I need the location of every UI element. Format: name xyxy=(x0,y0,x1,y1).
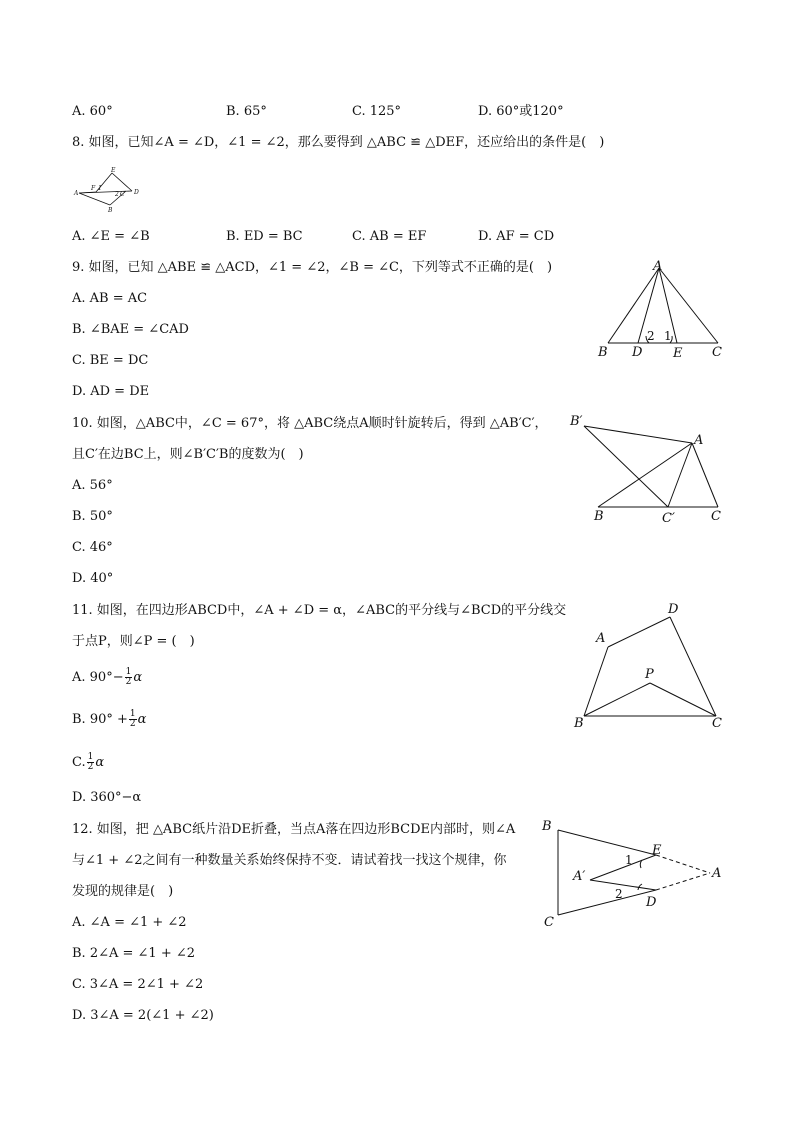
q10-label-c: C xyxy=(711,509,721,524)
q10-option-b: B. 50° xyxy=(72,509,113,524)
q11-option-b-prefix: B. 90° + xyxy=(72,712,128,727)
q10-option-a: A. 56° xyxy=(72,478,113,493)
q9-label-2: 2 xyxy=(647,329,655,343)
q11-label-d: D xyxy=(668,602,679,617)
q8-label-2: 2 xyxy=(115,191,119,198)
q11-label-b: B xyxy=(574,716,584,731)
q11-option-b-alpha: α xyxy=(137,712,147,727)
q10-option-c: C. 46° xyxy=(72,540,113,555)
q8-figure xyxy=(74,165,144,215)
q10-label-c-prime: C′ xyxy=(662,511,675,526)
q11-option-a xyxy=(72,668,142,687)
q11-option-a-fraction xyxy=(125,668,133,687)
q11-frac-num: 1 xyxy=(87,752,94,762)
q12-label-a: A xyxy=(712,866,722,881)
q12-label-b: B xyxy=(542,819,552,834)
q9-option-d: D. AD = DE xyxy=(72,384,150,399)
q9-figure xyxy=(594,256,734,366)
q7-option-d: D. 60°或120° xyxy=(478,104,564,119)
q11-stem-line2: 于点P，则∠P = ( ) xyxy=(72,634,195,649)
q11-frac-den: 2 xyxy=(129,719,136,729)
q11-label-c: C xyxy=(712,716,722,731)
q8-label-b: B xyxy=(108,207,113,214)
q7-option-b: B. 65° xyxy=(226,104,267,119)
q10-label-b: B xyxy=(594,509,604,524)
q12-label-2: 2 xyxy=(615,887,623,901)
q7-option-a: A. 60° xyxy=(72,104,113,119)
q11-option-a-alpha: α xyxy=(133,670,143,685)
q7-option-c: C. 125° xyxy=(352,104,402,119)
q8-option-c: C. AB = EF xyxy=(352,229,427,244)
q11-frac-den: 2 xyxy=(87,762,94,772)
q11-option-d: D. 360°−α xyxy=(72,790,142,805)
q12-label-c: C xyxy=(544,915,554,930)
q12-label-a-prime: A′ xyxy=(573,869,586,884)
q8-option-b: B. ED = BC xyxy=(226,229,303,244)
q12-label-e: E xyxy=(652,843,662,858)
q8-label-a: A xyxy=(74,190,79,197)
q11-frac-den: 2 xyxy=(125,677,132,687)
q10-stem-line1: 10. 如图，△ABC中，∠C = 67°，将 △ABC绕点A顺时针旋转后，得到 △AB′C′， xyxy=(72,416,548,431)
q9-label-1: 1 xyxy=(664,329,672,343)
q8-option-d: D. AF = CD xyxy=(478,229,555,244)
q9-label-b: B xyxy=(598,345,608,360)
q8-option-a: A. ∠E = ∠B xyxy=(72,229,150,244)
q9-option-b: B. ∠BAE = ∠CAD xyxy=(72,322,189,337)
q9-option-c: C. BE = DC xyxy=(72,353,149,368)
q11-figure xyxy=(570,600,730,735)
q12-option-d: D. 3∠A = 2(∠1 + ∠2) xyxy=(72,1008,214,1023)
q9-label-a: A xyxy=(653,259,663,274)
q10-option-d: D. 40° xyxy=(72,571,114,586)
q10-label-a: A xyxy=(694,433,704,448)
q8-label-f: F xyxy=(91,185,96,192)
q11-option-c-fraction xyxy=(87,753,95,772)
q11-frac-num: 1 xyxy=(125,667,132,677)
q12-stem-line2: 与∠1 + ∠2之间有一种数量关系始终保持不变．请试着找一找这个规律，你 xyxy=(72,853,507,868)
q10-figure xyxy=(570,408,740,533)
q11-option-c-alpha: α xyxy=(95,755,105,770)
q11-option-a-prefix: A. 90°− xyxy=(72,670,124,685)
q9-option-a: A. AB = AC xyxy=(72,291,148,306)
q11-option-c xyxy=(72,753,104,772)
q12-label-1: 1 xyxy=(625,853,633,867)
q8-label-e: E xyxy=(111,167,116,174)
q11-label-a: A xyxy=(596,631,606,646)
q8-label-d: D xyxy=(134,189,139,196)
q11-option-b-fraction xyxy=(129,710,137,729)
q11-option-c-prefix: C. xyxy=(72,755,86,770)
q11-stem-line1: 11. 如图，在四边形ABCD中，∠A + ∠D = α，∠ABC的平分线与∠BCD的平分线交 xyxy=(72,603,567,618)
q12-option-b: B. 2∠A = ∠1 + ∠2 xyxy=(72,946,196,961)
q11-option-b xyxy=(72,710,146,729)
q9-stem: 9. 如图，已知 △ABE ≌ △ACD，∠1 = ∠2，∠B = ∠C，下列等式不正确的是( ) xyxy=(72,260,553,275)
q8-stem: 8. 如图，已知∠A = ∠D，∠1 = ∠2，那么要得到 △ABC ≌ △DEF，还应给出的条件是( ) xyxy=(72,135,605,150)
q8-label-1: 1 xyxy=(98,185,102,192)
q12-option-a: A. ∠A = ∠1 + ∠2 xyxy=(72,915,187,930)
q10-stem-line2: 且C′在边BC上，则∠B′C′B的度数为( ) xyxy=(72,447,304,462)
q12-option-c: C. 3∠A = 2∠1 + ∠2 xyxy=(72,977,204,992)
q12-label-d: D xyxy=(646,895,657,910)
q8-label-c: C xyxy=(120,191,125,198)
q11-frac-num: 1 xyxy=(129,709,136,719)
q11-label-p: P xyxy=(645,667,654,682)
q10-label-b-prime: B′ xyxy=(570,414,583,429)
q9-label-e: E xyxy=(673,346,683,361)
q12-stem-line3: 发现的规律是( ) xyxy=(72,884,174,899)
q9-label-d: D xyxy=(632,345,643,360)
q12-stem-line1: 12. 如图，把 △ABC纸片沿DE折叠，当点A落在四边形BCDE内部时，则∠A xyxy=(72,822,516,837)
q12-figure xyxy=(540,818,730,928)
q9-label-c: C xyxy=(712,345,722,360)
